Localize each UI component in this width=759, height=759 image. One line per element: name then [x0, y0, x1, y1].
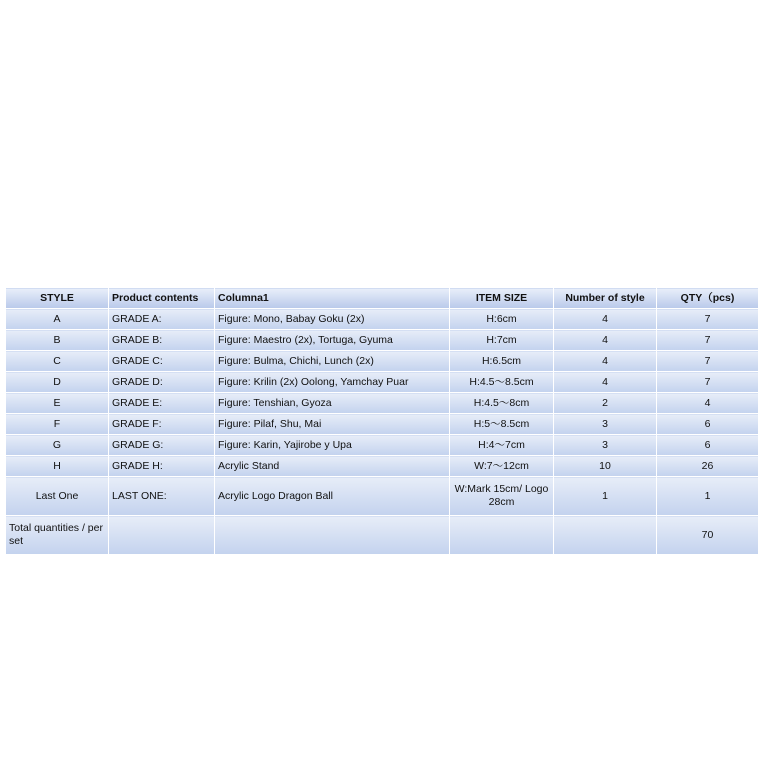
cell-size: H:4.5～8.5cm [450, 372, 554, 393]
cell-size: H:6.5cm [450, 351, 554, 372]
cell-product: GRADE D: [109, 372, 215, 393]
cell-qty: 26 [657, 456, 759, 477]
cell-size: H:4～7cm [450, 435, 554, 456]
cell-style: F [6, 414, 109, 435]
cell-figure: Figure: Mono, Babay Goku (2x) [215, 309, 450, 330]
header-number-of-style: Number of style [554, 288, 657, 309]
total-row [6, 516, 759, 555]
cell-number: 1 [554, 477, 657, 516]
cell-qty: 1 [657, 477, 759, 516]
header-item-size: ITEM SIZE [450, 288, 554, 309]
cell-figure: Figure: Bulma, Chichi, Lunch (2x) [215, 351, 450, 372]
cell-size: H:6cm [450, 309, 554, 330]
total-qty: 70 [657, 516, 759, 555]
empty-cell [109, 516, 215, 555]
cell-product: GRADE B: [109, 330, 215, 351]
table-row [6, 330, 759, 351]
table-row [6, 477, 759, 516]
empty-cell [215, 516, 450, 555]
cell-product: GRADE E: [109, 393, 215, 414]
cell-style: C [6, 351, 109, 372]
cell-number: 2 [554, 393, 657, 414]
grade-table [5, 287, 759, 555]
cell-qty: 7 [657, 330, 759, 351]
cell-qty: 7 [657, 372, 759, 393]
cell-style: B [6, 330, 109, 351]
cell-style: A [6, 309, 109, 330]
cell-figure: Figure: Krilin (2x) Oolong, Yamchay Puar [215, 372, 450, 393]
cell-size: W:7～12cm [450, 456, 554, 477]
cell-product: GRADE G: [109, 435, 215, 456]
header-qty: QTY（pcs) [657, 288, 759, 309]
cell-style: G [6, 435, 109, 456]
table-row [6, 435, 759, 456]
cell-product: GRADE C: [109, 351, 215, 372]
cell-product: GRADE A: [109, 309, 215, 330]
cell-figure: Acrylic Stand [215, 456, 450, 477]
cell-number: 3 [554, 414, 657, 435]
cell-qty: 6 [657, 435, 759, 456]
cell-figure: Figure: Karin, Yajirobe y Upa [215, 435, 450, 456]
cell-qty: 7 [657, 351, 759, 372]
cell-style: E [6, 393, 109, 414]
table-row [6, 372, 759, 393]
cell-number: 4 [554, 309, 657, 330]
cell-size: H:4.5～8cm [450, 393, 554, 414]
table-row [6, 309, 759, 330]
cell-number: 4 [554, 351, 657, 372]
cell-qty: 4 [657, 393, 759, 414]
total-label: Total quantities / per set [6, 516, 109, 555]
cell-style: D [6, 372, 109, 393]
cell-style: Last One [6, 477, 109, 516]
cell-size: H:5～8.5cm [450, 414, 554, 435]
table-row [6, 414, 759, 435]
table-row [6, 393, 759, 414]
header-row [6, 288, 759, 309]
cell-figure: Figure: Tenshian, Gyoza [215, 393, 450, 414]
cell-number: 10 [554, 456, 657, 477]
table-row [6, 351, 759, 372]
header-style: STYLE [6, 288, 109, 309]
cell-size: H:7cm [450, 330, 554, 351]
cell-product: GRADE H: [109, 456, 215, 477]
spreadsheet [5, 287, 758, 555]
cell-number: 4 [554, 372, 657, 393]
header-column1: Columna1 [215, 288, 450, 309]
cell-qty: 7 [657, 309, 759, 330]
table-row [6, 456, 759, 477]
empty-cell [554, 516, 657, 555]
cell-figure: Figure: Pilaf, Shu, Mai [215, 414, 450, 435]
cell-number: 4 [554, 330, 657, 351]
empty-cell [450, 516, 554, 555]
cell-figure: Figure: Maestro (2x), Tortuga, Gyuma [215, 330, 450, 351]
cell-size: W:Mark 15cm/ Logo 28cm [450, 477, 554, 516]
cell-product: LAST ONE: [109, 477, 215, 516]
cell-qty: 6 [657, 414, 759, 435]
cell-number: 3 [554, 435, 657, 456]
cell-style: H [6, 456, 109, 477]
header-product-contents: Product contents [109, 288, 215, 309]
cell-figure: Acrylic Logo Dragon Ball [215, 477, 450, 516]
cell-product: GRADE F: [109, 414, 215, 435]
